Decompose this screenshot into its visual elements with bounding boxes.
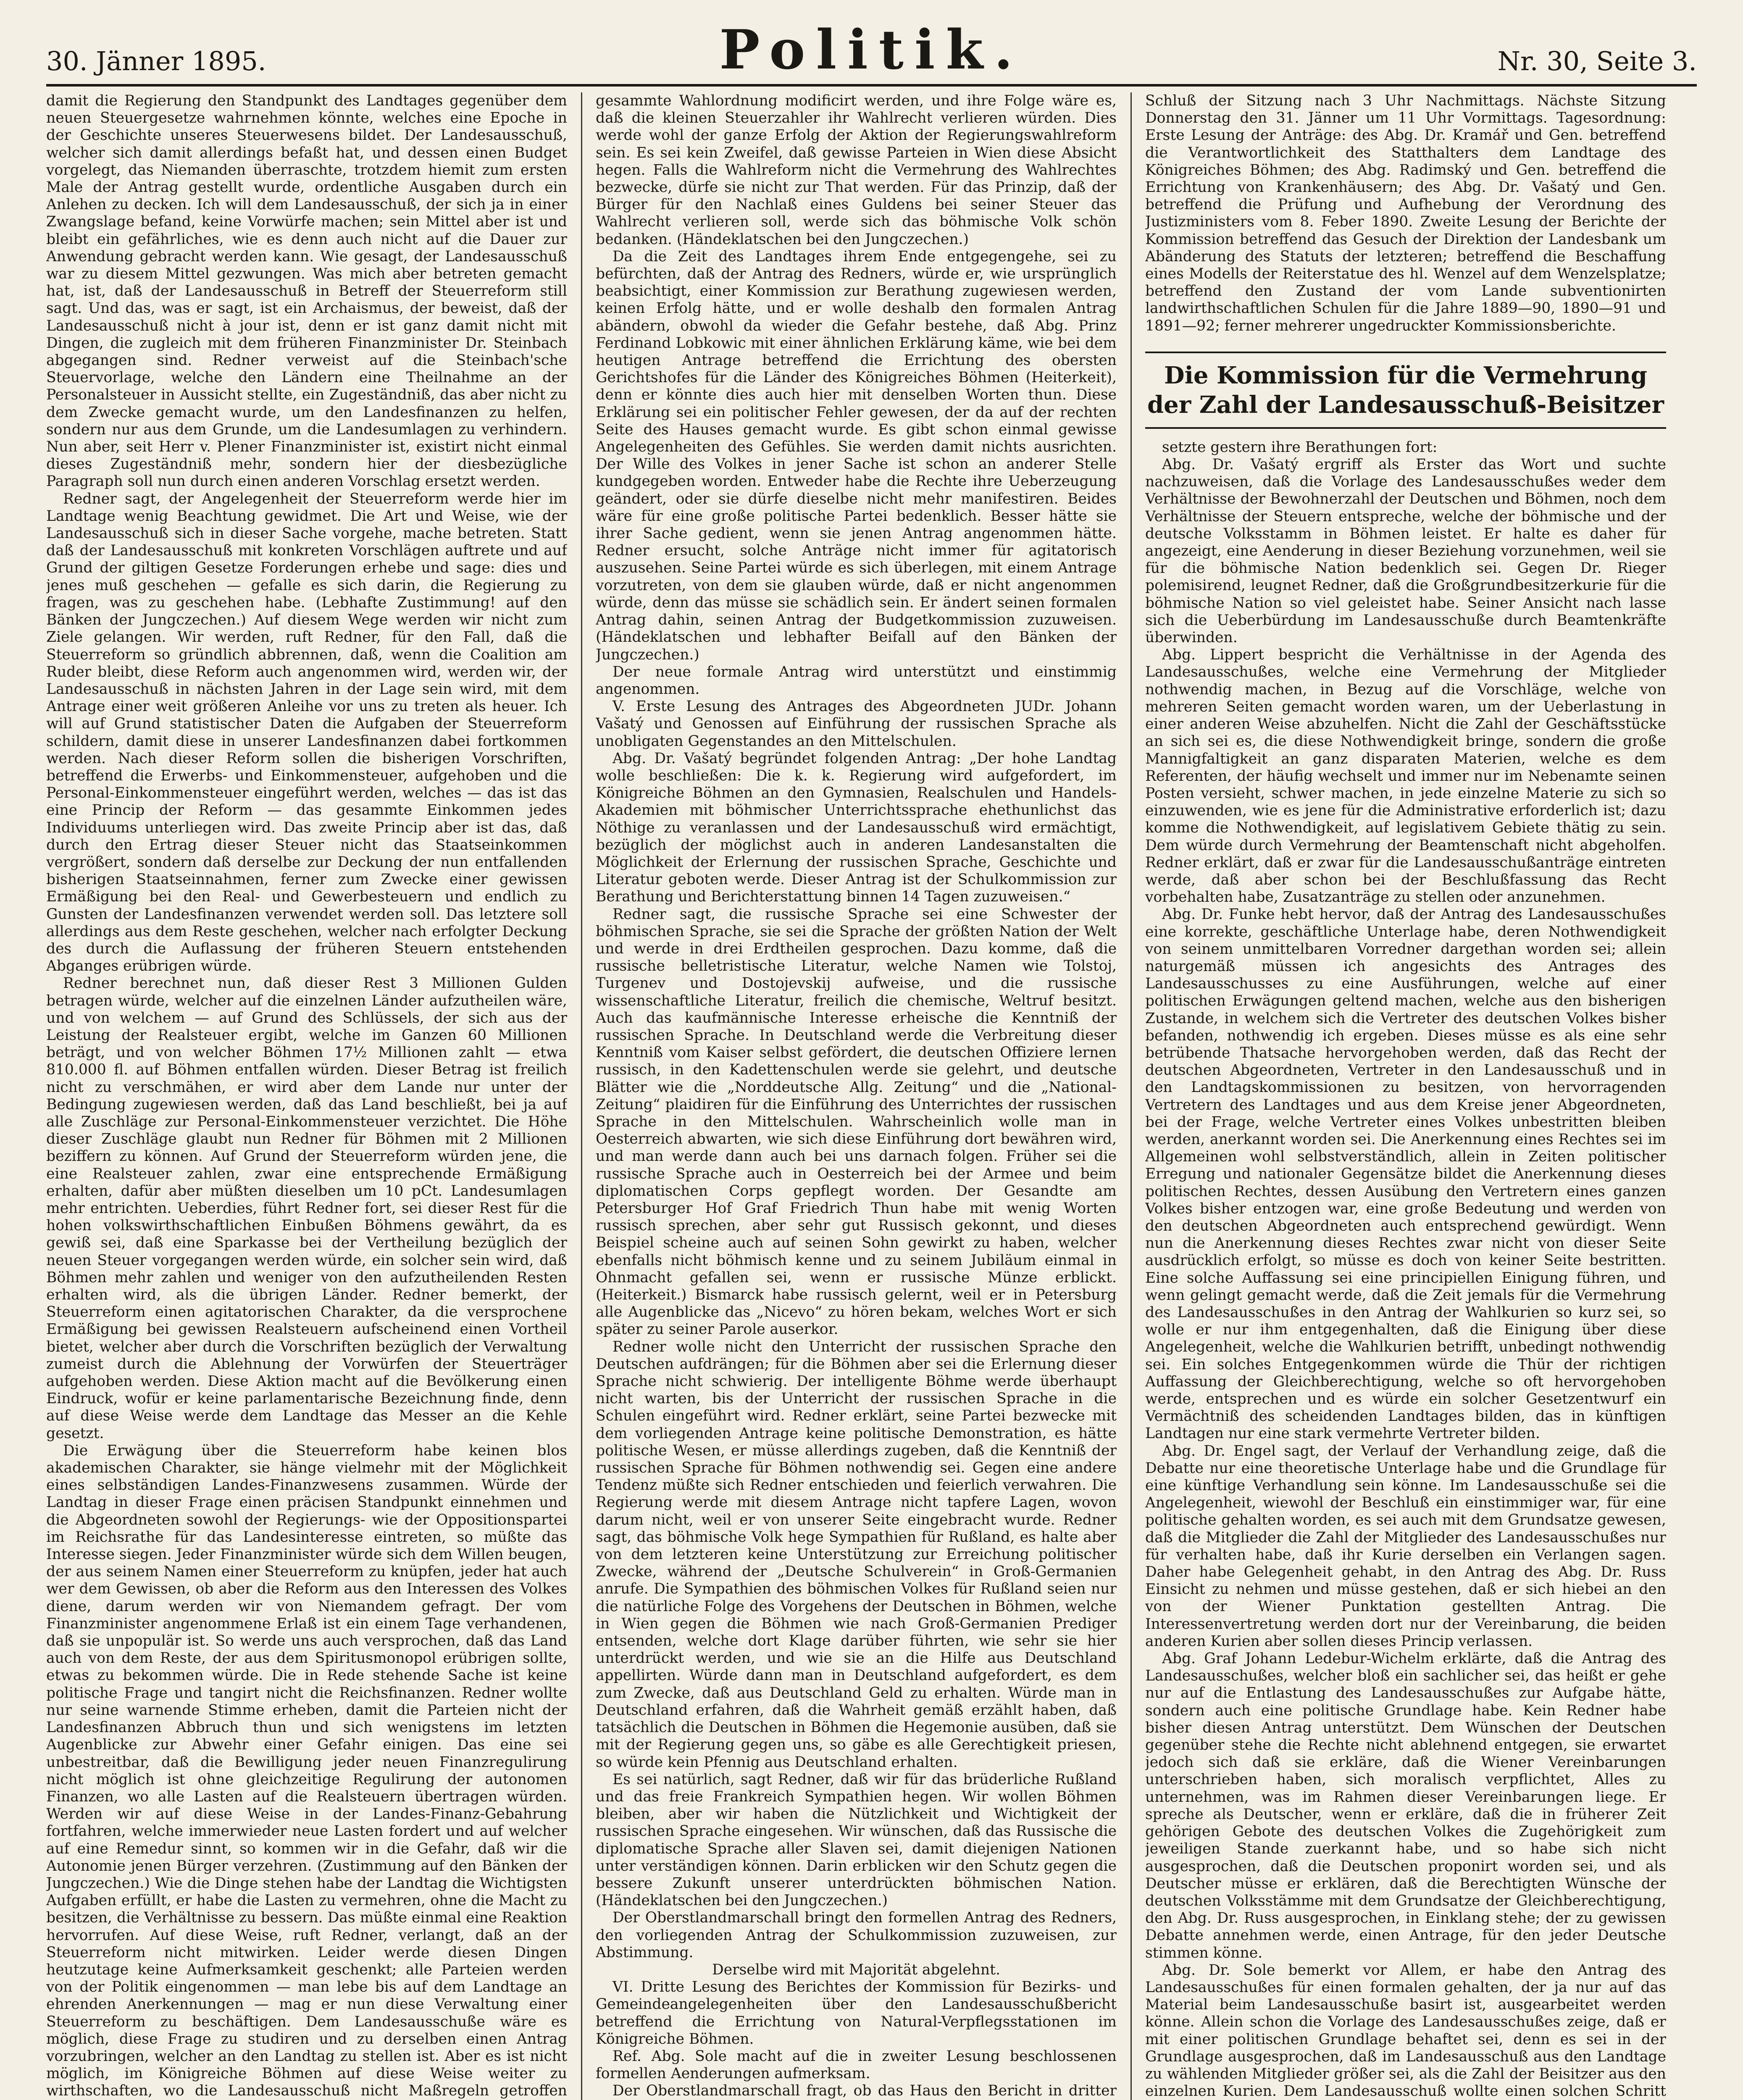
article-paragraph: Der Oberstlandmarschall bringt den formellen Antrag des Redners, den vorliegenden Antrag der Schulkommission zuzuweisen, zur Abstimmung. xyxy=(596,1909,1117,1961)
article-paragraph: Die Erwägung über die Steuerreform habe keinen blos akademischen Charakter, sie hänge vielmehr mit der Möglichkeit eines selbständigen Landes-Finanzwesens zusammen. Würde der Landtag in dieser Frage einen präcisen Standpunkt einnehmen und die Abgeordneten sowohl der Regierungs- wie der Oppositionspartei im Reichsrathe für das Landesinteresse eintreten, so müßte das Interesse siegen. Jeder Finanzminister würde sich dem Willen beugen, der aus seinem Namen einer Steuerreform zu knüpfen, jeder hat auch wer dem Gewissen, ob aber die Reform aus den Interessen des Volkes diene, darum werden wir von Niemandem gefragt. Der vom Finanzminister angenommene Erlaß ist ein einem Tage verhandenen, daß sie unpopulär ist. So werde uns auch versprochen, daß das Land auch von dem Reste, der aus dem Spiritusmonopol erübrigen sollte, etwas zu bekommen würde. Die in Rede stehende Sache ist keine politische Frage und tangirt nicht die Reichsfinanzen. Redner wollte nur seine warnende Stimme erheben, damit die Parteien nicht der Landesfinanzen Abbruch thun und sich wenigstens im letzten Augenblicke zur Abwehr einer Gefahr einigen. Das eine sei unbestreitbar, daß die Bewilligung jeder neuen Finanzregulirung nicht möglich ist ohne gleichzeitige Regulirung der autonomen Finanzen, wo alle Lasten auf die Realsteuern übertragen würden. Werden wir auf diese Weise in der Landes-Finanz-Gebahrung fortfahren, welche immerwieder neue Lasten fordert und auf welcher auf eine Remedur sinnt, so kommen wir in die Gefahr, daß wir die Autonomie jenen Bürger verzehren. (Zustimmung auf den Bänken der Jungczechen.) Wie die Dinge stehen habe der Landtag die Wichtigsten Aufgaben erfüllt, er habe die Lasten zu vermehren, ohne die Macht zu besitzen, die Verhältnisse zu bessern. Das müßte einmal eine Reaktion hervorrufen. Auf diese Weise, ruft Redner, verlangt, daß an der Steuerreform nicht mitwirken. Leider werde diesen Dingen heutzutage keine Aufmerksamkeit geschenkt; alle Parteien werden von der Politik eingenommen — man lebe bis auf dem Landtage an ehrenden Anerkennungen — mag er nun diese Verwaltung einer Steuerreform zu beschäftigen. Dem Landesausschuße wäre es möglich, diese Frage zu studiren und zu derselben einen Antrag vorzubringen, welcher an den Landtag zu stellen ist. Aber es ist nicht möglich, im Königreiche Böhmen auf diese Weise weiter zu wirthschaften, wo die Landesausschuß nicht Maßregeln getroffen xyxy=(46,1442,567,2100)
article-paragraph: Abg. Dr. Vašatý ergriff als Erster das Wort und suchte nachzuweisen, daß die Vorlage des Landesausschußes weder dem Verhältnisse der Bewohnerzahl der Deutschen und Böhmen, noch dem Verhältnisse der Steuern entspreche, welche der böhmische und der deutsche Volksstamm in Böhmen leistet. Er halte es daher für angezeigt, eine Aenderung in dieser Beziehung vorzunehmen, weil sie für die böhmische Nation bedenklich sei. Gegen Dr. Rieger polemisirend, leugnet Redner, daß die Großgrundbesitzerkurie für die böhmische Nation so viel geleistet habe. Seiner Ansicht nach lasse sich die Ueberbürdung im Landesausschuße durch Beamtenkräfte überwinden. xyxy=(1145,456,1666,646)
commission-subtitle: setzte gestern ihre Berathungen fort: xyxy=(1162,438,1438,456)
article-paragraph: damit die Regierung den Standpunkt des Landtages gegenüber dem neuen Steuergesetze wahrnehmen könnte, welches eine Epoche in der Geschichte unseres Steuerwesens bildet. Der Landesausschuß, welcher sich damit allerdings befaßt hat, und dessen einen Budget vorgelegt, das Niemanden überraschte, trotzdem hiemit zum ersten Male der Antrag gestellt wurde, ordentliche Ausgaben durch ein Anlehen zu decken. Ich will dem Landesausschuß, der sich ja in einer Zwangslage befand, keine Vorwürfe machen; sein Mittel aber ist und bleibt ein gefährliches, wie es denn auch nicht auf die Dauer zur Anwendung gebracht werden kann. Wie gesagt, der Landesausschuß war zu diesem Mittel gezwungen. Was mich aber betreten gemacht hat, ist, daß der Landesausschuß in Betreff der Steuerreform still sagt. Und das, was er sagt, ist ein Archaismus, der beweist, daß der Landesausschuß nicht à jour ist, denn er ist ganz damit nicht mit Dingen, die zugleich mit dem früheren Finanzminister Dr. Steinbach abgegangen sind. Redner verweist auf die Steinbach'sche Steuervorlage, welche den Ländern eine Theilnahme an der Personalsteuer in Aussicht stellte, ein Zugeständniß, das aber nicht zu dem Zwecke gemacht wurde, um den Landesfinanzen zu helfen, sondern nur aus dem Grunde, um die Landesumlagen zu verhindern. Nun aber, seit Herr v. Plener Finanzminister ist, existirt nicht einmal dieses Zugeständniß mehr, sondern hier der diesbezügliche Paragraph soll nun durch einen anderen Vorschlag ersetzt werden. xyxy=(46,92,567,490)
column-rule xyxy=(1130,92,1132,2100)
article-paragraph: Da die Zeit des Landtages ihrem Ende entgegengehe, sei zu befürchten, daß der Antrag des Redners, würde er, wie ursprünglich beabsichtigt, einer Kommission zur Berathung zugewiesen werden, keinen Erfolg hätte, und er wolle deshalb den formalen Antrag abändern, obwohl da wieder die Gefahr bestehe, daß Abg. Prinz Ferdinand Lobkowic mit einer ähnlichen Erklärung käme, wie bei dem heutigen Antrage betreffend die Errichtung des obersten Gerichtshofes für die Länder des Königreiches Böhmen (Heiterkeit), denn er könnte dies auch hier mit denselben Worten thun. Diese Erklärung sei ein politischer Fehler gewesen, der da auf der rechten Seite des Hauses gemacht wurde. Es gibt schon einmal gewisse Angelegenheiten des Gefühles. Sie werden damit nichts ausrichten. Der Wille des Volkes in jener Sache ist schon an anderer Stelle kundgegeben worden. Entweder habe die Rechte ihre Ueberzeugung geändert, oder sie dürfe dieselbe nicht mehr manifestiren. Beides wäre für eine große politische Partei bedenklich. Besser hätte sie ihrer Sache gedient, wenn sie jenen Antrag angenommen hätte. Redner ersucht, solche Anträge nicht immer für agitatorisch auszusehen. Seine Partei würde es sich überlegen, mit einem Antrage vorzutreten, von dem sie glauben würde, daß er nicht angenommen würde, denn das müsse sie schädlich sein. Er ändert seinen formalen Antrag dahin, seinen Antrag der Budgetkommission zuzuweisen. (Händeklatschen und lebhafter Beifall auf den Bänken der Jungczechen.) xyxy=(596,248,1117,663)
article-paragraph: Abg. Dr. Funke hebt hervor, daß der Antrag des Landesausschußes eine korrekte, geschäftliche Unterlage habe, deren Nothwendigkeit von seinem unmittelbaren Vorredner dargethan worden sei; allein naturgemäß müssen ich angesichts des Antrages des Landesausschusses zu eine Ausführungen, welche auf einer politischen Erwägungen geltend machen, welche aus den bisherigen Zustande, in welchem sich die Vertreter des deutschen Volkes bisher befanden, nothwendig ich ergeben. Dieses müsse es als eine sehr betrübende Thatsache hervorgehoben werden, daß das Recht der deutschen Abgeordneten, Vertreter in den Landesausschuß und in den Landtagskommissionen zu besitzen, von hervorragenden Vertretern des Landtages und aus dem Kreise jener Abgeordneten, bei der Frage, welche Vertreter eines Volkes unbestritten bleiben werden, anerkannt worden sei. Die Anerkennung eines Rechtes sei im Allgemeinen wohl selbstverständlich, allein in Zeiten politischer Erregung und nationaler Gegensätze bildet die Anerkennung dieses politischen Rechtes, dessen Ausübung den Vertretern eines ganzen Volkes bisher entzogen war, eine große Bedeutung und werden von den deutschen Abgeordneten auch entsprechend gewürdigt. Wenn nun die Anerkennung dieses Rechtes zwar nicht von dieser Seite ausdrücklich erfolgt, so müsse es doch von keiner Seite bestritten. Eine solche Auffassung sei eine principiellen Einigung führen, und wenn gelingt gemacht werde, daß die Zeit jemals für die Vermehrung des Landesausschußes in den Antrag der Wahlkurien so kurz sei, so wolle er nur ihm entgegenhalten, daß die Einigung über diese Angelegenheit, welche die Wahlkurien betrifft, unbedingt nothwendig sei. Ein solches Entgegenkommen würde die Thür der richtigen Auffassung der Gleichberechtigung, welche so oft hervorgehoben werde, entsprechen und es würde ein solcher Gesetzentwurf ein Vermächtniß des scheidenden Landtages bilden, das in künftigen Landtagen nur eine stark vermehrte Vertreter bilden. xyxy=(1145,906,1666,1442)
article-paragraph: Redner sagt, der Angelegenheit der Steuerreform werde hier im Landtage wenig Beachtung gewidmet. Die Art und Weise, wie der Landesausschuß sich in dieser Sache vorgehe, mache betreten. Statt daß der Landesausschuß mit konkreten Vorschlägen auftrete und auf Grund der giltigen Gesetze Forderungen erhebe und sage: dies und jenes muß geschehen — gefalle es sich darin, die Regierung zu fragen, was zu geschehen habe. (Lebhafte Zustimmung! auf den Bänken der Jungczechen.) Auf diesem Wege werden wir nicht zum Ziele gelangen. Wir werden, ruft Redner, für den Fall, daß die Steuerreform so gründlich abbrennen, daß, wenn die Coalition am Ruder bleibt, diese Reform auch angenommen wird, werden wir, der Landesausschuß in nächsten Jahren in der Lage sein wird, mit dem Antrage einer weit größeren Anleihe vor uns zu treten als heuer. Ich will auf Grund statistischer Daten die Aufgaben der Steuerreform schildern, damit diese in unserer Landesfinanzen dabei fortkommen werden. Nach dieser Reform sollen die bisherigen Vorschriften, betreffend die Erwerbs- und Einkommensteuer, aufgehoben und die Personal-Einkommensteuer eingeführt werden, welches — das ist das eine Princip der Reform — das gesammte Einkommen jedes Individuums unterliegen wird. Das zweite Princip aber ist das, daß durch den Ertrag dieser Steuer nicht das Staatseinkommen vergrößert, sondern daß derselbe zur Deckung der nun entfallenden bisherigen Staatseinnahmen, ferner zum Zwecke einer gewissen Ermäßigung bei den Real- und Gewerbesteuern und endlich zu Gunsten der Landesfinanzen verwendet werden soll. Das letztere soll allerdings aus dem Reste geschehen, welcher nach erfolgter Deckung des durch die Auflassung der früheren Steuern entstehenden Abganges erübrigen würde. xyxy=(46,490,567,975)
agenda-item: VI. Dritte Lesung des Berichtes der Kommission für Bezirks- und Gemeindeangelegenheiten über den Landesausschußbericht betreffend die Errichtung von Natural-Verpflegsstationen im Königreiche Böhmen. xyxy=(596,1979,1117,2048)
column-3 xyxy=(1145,92,1666,2100)
article-paragraph: Ref. Abg. Sole macht auf die in zweiter Lesung beschlossenen formellen Aenderungen aufmerksam. xyxy=(596,2048,1117,2082)
issue-number: Nr. 30, Seite 3. xyxy=(1497,46,1697,76)
article-paragraph: Redner berechnet nun, daß dieser Rest 3 Millionen Gulden betragen würde, welcher auf die einzelnen Länder aufzutheilen wäre, und von welchem — auf Grund des Schlüssels, der sich aus der Leistung der Realsteuer ergibt, welche im Ganzen 60 Millionen beträgt, und von welcher Böhmen 17½ Millionen zahlt — etwa 810.000 fl. auf Böhmen entfallen würden. Dieser Betrag ist freilich nicht zu verschmähen, er wird aber dem Lande nur unter der Bedingung zugewiesen werden, daß das Land beschließt, bei ja auf alle Zuschläge zur Personal-Einkommensteuer verzichtet. Die Höhe dieser Zuschläge glaubt nun Redner für Böhmen mit 2 Millionen beziffern zu können. Auf Grund der Steuerreform würden jene, die eine Realsteuer zahlen, zwar eine entsprechende Ermäßigung erhalten, dafür aber müßten dieselben um 10 pCt. Landesumlagen mehr entrichten. Ueberdies, führt Redner fort, sei dieser Rest für die hohen volkswirthschaftlichen Einbußen Böhmens gewährt, da es gewiß sei, daß eine Sparkasse bei der Vertheilung bezüglich der neuen Steuer vorgegangen werden würde, ein solcher sein wird, daß Böhmen mehr zahlen und weniger von den aufzutheilenden Resten erhalten wird, als die übrigen Länder. Redner bemerkt, der Steuerreform einen agitatorischen Charakter, da die versprochene Ermäßigung bei gewissen Realsteuern aufscheinend einen Vortheil bietet, welcher aber durch die Vorschriften bezüglich der Verwaltung zumeist durch die Ablehnung der Vorwürfen der Steuerträger aufgehoben werden. Diese Aktion macht auf die Bevölkerung einen Eindruck, wofür er keine parlamentarische Bezeichnung finde, denn auf diese Weise werde dem Landtage das Messer an die Kehle gesetzt. xyxy=(46,975,567,1442)
article-paragraph: Redner wolle nicht den Unterricht der russischen Sprache den Deutschen aufdrängen; für die Böhmen aber sei die Erlernung dieser Sprache nicht schwierig. Der intelligente Böhme werde überhaupt nicht warten, bis der Unterricht der russischen Sprache in die Schulen eingeführt wird. Redner erklärt, seine Partei bezwecke mit dem vorliegenden Antrage keine politische Demonstration, es hätte politische Wesen, er müsse allerdings zugeben, daß die Kenntniß der russischen Sprache für Böhmen nothwendig sei. Gegen eine andere Tendenz müßte sich Redner entschieden und feierlich verwahren. Die Regierung werde mit diesem Antrage nicht tapfere Lagen, wovon darum nicht, weil er von unserer Seite eingebracht wurde. Redner sagt, das böhmische Volk hege Sympathien für Rußland, es halte aber von dem letzteren keine Unterstützung zur Erreichung politischer Zwecke, während der „Deutsche Schulverein“ in Groß-Germanien anrufe. Die Sympathien des böhmischen Volkes für Rußland seien nur die natürliche Folge des Vorgehens der Deutschen in Böhmen, welche in Wien gegen die Böhmen wie nach Groß-Germanien Prediger entsenden, welche dort Klage darüber führten, wie sehr sie hier unterdrückt werden, und wie sie an die Hilfe aus Deutschland appellirten. Würde dann man in Deutschland aufgefordert, es dem zum Zwecke, daß aus Deutschland Geld zu erhalten. Würde man in Deutschland erfahren, daß die Wahrheit gemäß erzählt haben, daß tatsächlich die Deutschen in Böhmen die Hegemonie ausüben, daß sie mit der Regierung gegen uns, so gäbe es alle Gerechtigkeit priesen, so würde kein Pfennig aus Deutschland erhalten. xyxy=(596,1338,1117,1771)
article-paragraph: Redner sagt, die russische Sprache sei eine Schwester der böhmischen Sprache, sie sei die Sprache der größten Nation der Welt und werde in drei Erdtheilen gesprochen. Dazu komme, daß die russische belletristische Literatur, welche Namen wie Tolstoj, Turgenev und Dostojevskij aufweise, und die russische wissenschaftliche Literatur, freilich die chemische, Weltruf besitzt. Auch das kaufmännische Interesse erheische die Kenntniß der russischen Sprache. In Deutschland werde die Verbreitung dieser Kenntniß vom Kaiser selbst gefördert, die deutschen Offiziere lernen russisch, in den Kadettenschulen werde sie gelehrt, und deutsche Blätter wie die „Norddeutsche Allg. Zeitung“ und die „National-Zeitung“ plaidiren für die Einführung des Unterrichtes der russischen Sprache in den Mittelschulen. Wahrscheinlich wolle man in Oesterreich abwarten, wie sich diese Einführung dort bewähren wird, und man werde dann auch bei uns darnach folgen. Früher sei die russische Sprache auch in Oesterreich bei der Armee und beim diplomatischen Corps gepflegt worden. Der Gesandte am Petersburger Hof Graf Friedrich Thun habe mit wenig Worten russisch sprechen, aber sehr gut Russisch gekonnt, und dieses Beispiel scheine auch auf seinen Sohn gewirkt zu haben, welcher ebenfalls nicht böhmisch kenne und zu seinem Jubiläum einmal in Ohnmacht gefallen sei, wenn er russische Münze erblickt. (Heiterkeit.) Bismarck habe russisch gelernt, weil er in Petersburg alle Augenblicke das „Nicevo“ zu hören bekam, welches Wort er sich später zu seiner Parole auserkor. xyxy=(596,906,1117,1338)
section-title: Politik. xyxy=(719,18,1024,81)
column-rule xyxy=(581,92,582,2100)
article-paragraph: Abg. Graf Johann Ledebur-Wichelm erklärte, daß die Antrag des Landesausschußes, welcher bloß ein sachlicher sei, das heißt er gehe nur auf die Entlastung des Landesausschußes zur Aufgabe hätte, sondern auch eine politische Grundlage habe. Kein Redner habe bisher diesen Antrag unterstützt. Dem Wünschen der Deutschen gegenüber stehe die Rechte nicht ablehnend entgegen, sie erwartet jedoch sich daß sie erkläre, daß die Wiener Vereinbarungen unterschrieben haben, sich moralisch verpflichtet, Alles zu unternehmen, was im Rahmen dieser Vereinbarungen liege. Er spreche als Deutscher, wenn er erkläre, daß die in früherer Zeit gehörigen Gebote des deutschen Volkes die Zugehörigkeit zum jeweiligen Stande zuerkannt habe, und so habe sich nicht ausgesprochen, daß die Deutschen proponirt worden sei, und als Deutscher müsse er erklären, daß die Berechtigten Wünsche der deutschen Volksstämme mit dem Grundsatze der Gleichberechtigung, den Abg. Dr. Russ ausgesprochen, in Einklang stehe; der zu gewissen Debatte annehmen werde, einen Antrage, für den jeder Deutsche stimmen könne. xyxy=(1145,1650,1666,1961)
running-head xyxy=(46,18,1697,87)
agenda-item: V. Erste Lesung des Antrages des Abgeordneten JUDr. Johann Vašatý und Genossen auf Einführung der russischen Sprache als unobligaten Gegenstandes an den Mittelschulen. xyxy=(596,698,1117,750)
column-2 xyxy=(596,92,1117,2100)
article-paragraph: Der neue formale Antrag wird unterstützt und einstimmig angenommen. xyxy=(596,663,1117,698)
article-paragraph: gesammte Wahlordnung modificirt werden, und ihre Folge wäre es, daß die kleinen Steuerzahler ihr Wahlrecht verlieren würden. Dies werde wohl der ganze Erfolg der Aktion der Regierungswahlreform sein. Es sei kein Zweifel, daß gewisse Parteien in Wien diese Absicht hegen. Falls die Wahlreform nicht die Vermehrung des Wahlrechtes bezwecke, dürfe sie nicht zur That werden. Für das Prinzip, daß der Bürger für den Nachlaß eines Guldens bei seiner Steuer das Wahlrecht verlieren soll, werde sich das böhmische Volk schön bedanken. (Händeklatschen bei den Jungczechen.) xyxy=(596,92,1117,248)
column-1 xyxy=(46,92,567,2100)
article-paragraph: Es sei natürlich, sagt Redner, daß wir für das brüderliche Rußland und das freie Frankreich Sympathien hegen. Wir wollen Böhmen bleiben, aber wir haben die Nützlichkeit und Wichtigkeit der russischen Sprache eingesehen. Wir wünschen, daß das Russische die diplomatische Sprache aller Slaven sei, damit diejenigen Nationen unter verständigen können. Darin erblicken wir den Schutz gegen die bessere Zukunft unserer unterdrückten böhmischen Nation. (Händeklatschen bei den Jungczechen.) xyxy=(596,1771,1117,1909)
article-paragraph: Abg. Dr. Sole bemerkt vor Allem, er habe den Antrag des Landesausschußes für einen formalen gehalten, der ja nur auf das Material beim Landesausschuße basirt ist, ausgearbeitet werden könne. Allein schon die Vorlage des Landesausschußes zeige, daß er mit einer politischen Grundlage behaftet sei, denn es sei in der Grundlage ausgesprochen, daß im Landesausschuß aus den Landtage zu wählenden Mitglieder größer sei, als die Zahl der Beisitzer aus den einzelnen Kurien. Dem Landesausschuß wollte einen solchen Schritt xyxy=(1145,1961,1666,2100)
commission-heading: Die Kommission für die Vermehrung der Zahl der Landesausschuß-Beisitzer xyxy=(1145,352,1666,429)
article-paragraph: Abg. Dr. Engel sagt, der Verlauf der Verhandlung zeige, daß die Debatte nur eine theoretische Unterlage habe und die Grundlage für eine künftige Verhandlung sein könne. Im Landesausschuße sei die Angelegenheit, wiewohl der Beschluß ein einstimmiger war, für eine politische gehalten worden, es sei auch mit dem Grundsatze gewesen, daß die Mitglieder die Zahl der Mitglieder des Landesausschußes nur für verhalten habe, daß ihr Kurie derselben ein Verlangen sagen. Daher habe Gelegenheit gehabt, in den Antrag des Abg. Dr. Russ Einsicht zu nehmen und müsse gestehen, daß er sich hiebei an den von der Wiener Punktation gestellten Antrag. Die Interessenvertretung werden dort nur der Vereinbarung, die beiden anderen Kurien aber sollen dieses Princip verlassen. xyxy=(1145,1442,1666,1650)
article-paragraph: Abg. Lippert bespricht die Verhältnisse in der Agenda des Landesausschußes, welche eine Vermehrung der Mitglieder nothwendig machen, in Bezug auf die Vorschläge, welche von mehreren Seiten gemacht worden waren, um der Ueberlastung in einer anderen Weise abzuhelfen. Nicht die Zahl der Geschäftsstücke an sich sei es, die diese Nothwendigkeit bringe, sondern die große Mannigfaltigkeit an ganz disparaten Materien, welche es dem Referenten, der häufig wechselt und immer nur im Nebenamte seinen Posten versieht, schwer machen, in jede einzelne Materie zu sich so einzuwenden, wie es jene für die Administrative erforderlich ist; dazu komme die Nothwendigkeit, auf legislativem Gebiete thätig zu sein. Dem würde durch Vermehrung der Beamtenschaft nicht abgeholfen. Redner erklärt, daß er zwar für die Landesausschußanträge eintreten werde, daß aber schon bei der Beschlußfassung das Recht vorbehalten habe, Zusatzanträge zu stellen oder anzunehmen. xyxy=(1145,646,1666,906)
session-note: Schluß der Sitzung nach 3 Uhr Nachmittags. Nächste Sitzung Donnerstag den 31. Jänner um 11 Uhr Vormittags. Tagesordnung: Erste Lesung der Anträge: des Abg. Dr. Kramář und Gen. betreffend die Verantwortlichkeit des Statthalters dem Landtage des Königreiches Böhmen; des Abg. Radimský und Gen. betreffend die Errichtung von Krankenhäusern; des Abg. Dr. Vašatý und Gen. betreffend die Prüfung und Aufhebung der Verordnung des Justizministers vom 8. Feber 1890. Zweite Lesung der Berichte der Kommission betreffend das Gesuch der Direktion der Landesbank um Abänderung des Statuts der letzteren; betreffend die Beschaffung eines Modells der Reiterstatue des hl. Wenzel auf dem Wenzelsplatze; betreffend den Zustand der vom Lande subventionirten landwirthschaftlichen Schulen für die Jahre 1889—90, 1890—91 und 1891—92; ferner mehrerer ungedruckter Kommissionsberichte. xyxy=(1145,92,1666,334)
article-paragraph: Abg. Dr. Vašatý begründet folgenden Antrag: „Der hohe Landtag wolle beschließen: Die k. k. Regierung wird aufgefordert, im Königreiche Böhmen an den Gymnasien, Realschulen und Handels-Akademien mit böhmischer Unterrichtssprache ehethunlichst das Nöthige zu veranlassen und der Landesausschuß wird ermächtigt, bezüglich der möglichst auch in anderen Landesanstalten die Möglichkeit der Erlernung der russischen Sprache, Geschichte und Literatur geboten werde. Dieser Antrag ist der Schulkommission zur Berathung und Berichterstattung binnen 14 Tagen zuzuweisen.“ xyxy=(596,750,1117,906)
vote-result: Derselbe wird mit Majorität abgelehnt. xyxy=(712,1961,1000,1978)
article-paragraph: Der Oberstlandmarschall fragt, ob das Haus den Bericht in dritter xyxy=(613,2082,1117,2100)
issue-date: 30. Jänner 1895. xyxy=(46,46,266,76)
